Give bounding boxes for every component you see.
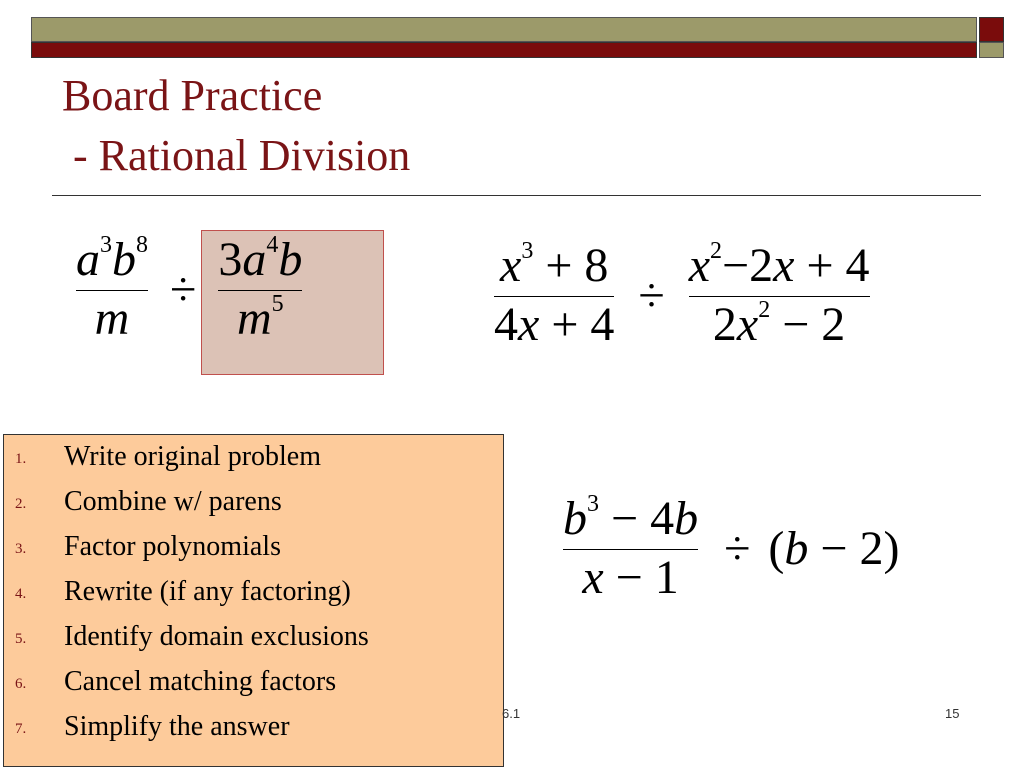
step-text: Simplify the answer <box>64 711 290 742</box>
header-square-maroon <box>979 17 1004 42</box>
footer-section-label: 6.1 <box>502 706 521 721</box>
problem-2 <box>494 238 870 351</box>
math-variable: x <box>518 298 540 351</box>
math-exponent: 8 <box>136 232 148 259</box>
page-number: 15 <box>945 706 960 721</box>
slide-title-line1: Board Practice <box>62 71 323 120</box>
step-item <box>4 480 503 525</box>
math-exponent: 2 <box>758 297 771 324</box>
problem-3-divisor <box>768 522 899 575</box>
step-item <box>4 570 503 615</box>
math-variable: b <box>674 492 699 545</box>
problem-3-numerator <box>563 491 699 545</box>
math-term: + 4 <box>794 239 870 292</box>
math-term: − 2 <box>770 298 846 351</box>
math-term: − 4 <box>599 492 675 545</box>
math-term: 4 <box>494 298 518 351</box>
math-term: 2 <box>712 298 737 351</box>
step-item <box>4 615 503 660</box>
math-term: − 1 <box>603 551 679 604</box>
fraction-bar <box>76 290 148 291</box>
math-exponent: 3 <box>521 238 534 265</box>
problem-3 <box>563 491 900 604</box>
slide-title-line2: - Rational Division <box>62 131 411 180</box>
math-term: −2 <box>722 239 774 292</box>
math-variable: b <box>278 233 303 286</box>
step-text: Cancel matching factors <box>64 666 337 697</box>
step-item <box>4 435 503 480</box>
problem-2-left-numerator <box>500 238 609 292</box>
step-text: Identify domain exclusions <box>64 621 369 652</box>
math-term: 3 <box>218 233 243 286</box>
math-variable: b <box>784 522 809 575</box>
math-variable: x <box>582 551 604 604</box>
step-item <box>4 525 503 570</box>
math-variable: a <box>76 233 100 286</box>
math-exponent: 3 <box>587 491 599 518</box>
step-number: 7. <box>15 721 27 737</box>
math-variable: m <box>237 292 272 345</box>
math-term: + 8 <box>533 239 609 292</box>
step-item <box>4 705 503 750</box>
step-number: 4. <box>15 586 27 602</box>
problem-3-denominator <box>582 551 679 604</box>
math-term: ( <box>768 522 785 575</box>
problem-1 <box>76 232 303 345</box>
math-variable: b <box>112 233 136 286</box>
fraction-bar <box>218 290 302 291</box>
math-variable: x <box>736 298 759 351</box>
step-number: 3. <box>15 541 27 557</box>
problem-1-right-denominator <box>237 291 284 345</box>
math-variable: x <box>688 239 711 292</box>
division-sign: ÷ <box>170 263 197 316</box>
header-square-olive <box>979 42 1004 58</box>
math-term: − 2) <box>808 522 900 575</box>
step-number: 2. <box>15 496 27 512</box>
math-exponent: 5 <box>271 291 284 318</box>
step-number: 5. <box>15 631 27 647</box>
title-divider <box>52 195 981 196</box>
problem-2-left-fraction <box>494 238 615 351</box>
problem-3-fraction <box>563 491 699 604</box>
problem-1-right-numerator <box>218 232 303 286</box>
math-exponent: 3 <box>100 232 112 259</box>
step-number: 6. <box>15 676 27 692</box>
math-variable: m <box>94 292 130 345</box>
math-variable: x <box>500 239 522 292</box>
problem-1-left-fraction <box>76 232 148 345</box>
step-text: Factor polynomials <box>64 531 281 562</box>
step-number: 1. <box>15 451 27 467</box>
slide-title <box>62 66 410 186</box>
fraction-bar <box>563 549 698 550</box>
math-term: + 4 <box>539 298 615 351</box>
problem-2-right-numerator <box>688 238 870 292</box>
fraction-bar <box>494 296 614 297</box>
problem-1-left-denominator <box>94 292 130 345</box>
step-text: Rewrite (if any factoring) <box>64 576 351 607</box>
division-sign: ÷ <box>724 522 751 575</box>
header-bar-olive <box>31 17 977 42</box>
problem-2-left-denominator <box>494 298 615 351</box>
math-exponent: 2 <box>710 238 723 265</box>
division-sign: ÷ <box>638 269 665 322</box>
steps-box <box>3 434 504 767</box>
step-text: Write original problem <box>64 441 322 472</box>
problem-1-right-fraction <box>218 232 303 345</box>
math-variable: x <box>773 239 795 292</box>
header-bar-maroon <box>31 42 977 58</box>
problem-2-right-fraction <box>688 238 870 351</box>
fraction-bar <box>689 296 870 297</box>
math-exponent: 4 <box>266 232 279 259</box>
math-variable: b <box>563 492 587 545</box>
problem-2-right-denominator <box>712 297 846 351</box>
step-text: Combine w/ parens <box>64 486 282 517</box>
problem-1-left-numerator <box>76 232 148 286</box>
math-variable: a <box>242 233 267 286</box>
step-item <box>4 660 503 705</box>
